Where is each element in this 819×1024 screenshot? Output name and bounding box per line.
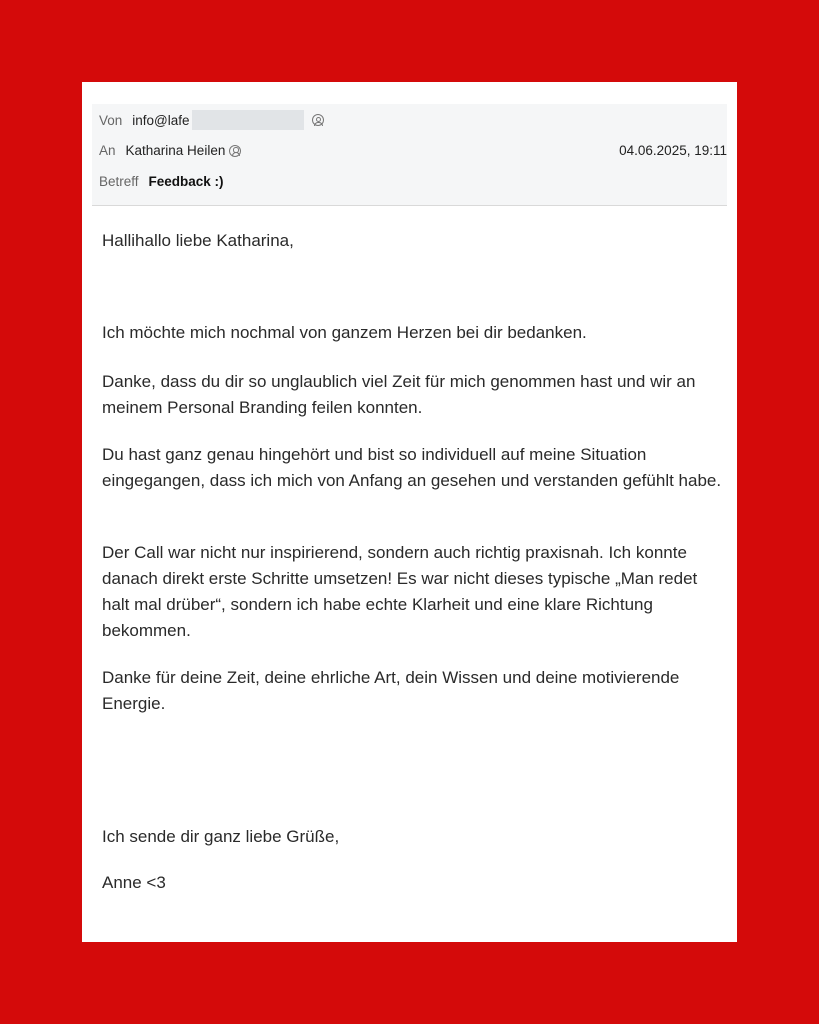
paragraph-3: Du hast ganz genau hingehört und bist so individuell auf meine Situation eingegangen, dass ich mich von Anfang an gesehen und verstanden gefühlt habe. [102,445,722,490]
email-header [92,104,727,206]
paragraph-4: Der Call war nicht nur inspirierend, sondern auch richtig praxisnah. Ich konnte danach direkt erste Schritte umsetzen! Es war nicht dieses typische „Man redet halt mal drüber“, sondern ich habe echte Klarheit und eine klare Richtung bekommen. [102,543,698,640]
contact-icon[interactable] [312,114,324,126]
to-address[interactable]: Katharina Heilen [125,143,226,158]
subject-row [99,174,224,189]
sent-date: 04.06.2025, 19:11 [619,143,727,158]
paragraph-5: Danke für deine Zeit, deine ehrliche Art, dein Wissen und deine motivierende Energie. [102,668,680,713]
contact-icon[interactable] [229,145,241,157]
subject-text: Feedback :) [148,174,224,189]
paragraph-2: Danke, dass du dir so unglaublich viel Zeit für mich genommen hast und wir an meinem Personal Branding feilen konnten. [102,372,696,417]
closing: Ich sende dir ganz liebe Grüße, [102,827,340,846]
greeting: Hallihallo liebe Katharina, [102,231,294,250]
subject-label: Betreff [99,174,139,189]
to-label: An [99,143,116,158]
from-label: Von [99,112,123,128]
email-card [82,82,737,942]
from-address[interactable]: info@lafe [132,112,190,128]
paragraph-1: Ich möchte mich nochmal von ganzem Herzen bei dir bedanken. [102,323,587,342]
redaction-block [192,110,304,130]
from-row [99,110,324,130]
signature: Anne <3 [102,873,166,892]
to-row [99,143,241,158]
